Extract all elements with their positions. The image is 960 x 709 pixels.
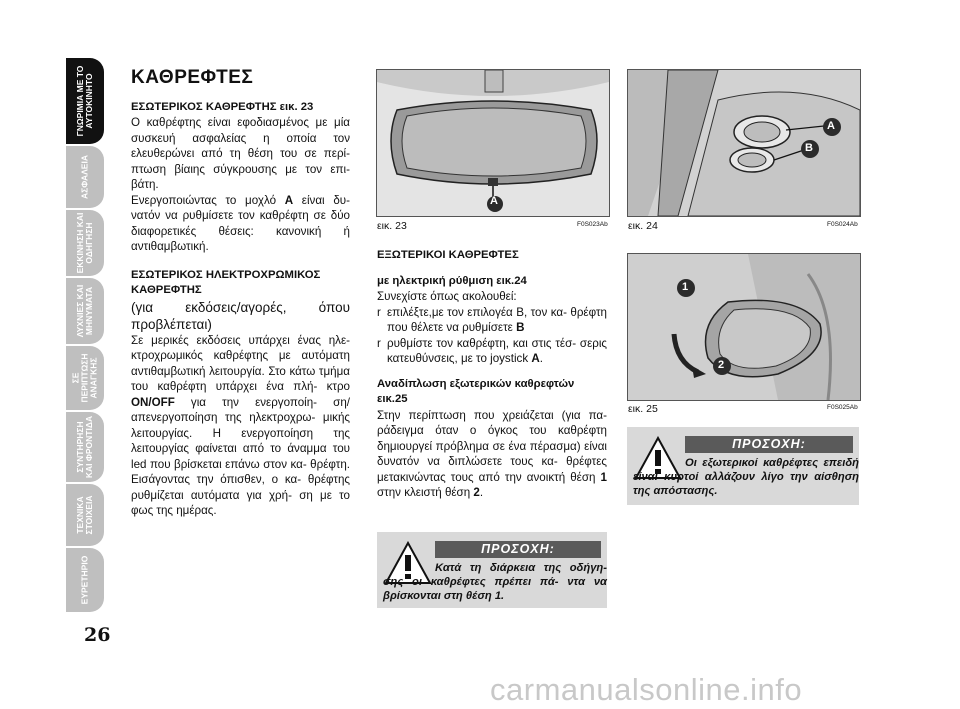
bullet-symbol: r xyxy=(377,336,381,350)
sidebar-tab-label: ΤΕΧΝΙΚΑ ΣΤΟΙΧΕΙΑ xyxy=(75,495,94,535)
sidebar-tab-label: ΣΕ ΠΕΡΙΠΤΩΣΗ ΑΝΑΓΚΗΣ xyxy=(70,353,99,403)
bold-ref: A xyxy=(284,193,294,207)
sidebar-tab-label: ΓΝΩΡΙΜΙΑ ΜΕ ΤΟ ΑΥΤΟΚΙΝΗΤΟ xyxy=(75,65,94,137)
sidebar-tab-getting-to-know[interactable] xyxy=(66,58,104,144)
interior-mirror-paragraph-2 xyxy=(131,193,350,255)
text-fragment: για την ενεργοποίη- ση/απενεργοποίηση της ηλεκτροχρω- μικής λειτουργίας. Η ενεργοποίηση της λειτουργίας φαίνεται από το άναμμα του led που βρίσκεται επάνω στον κα- θρέφτη. Εισάγοντας την όπισθεν, ο κα- θρέφτης ρυθμίζεται αυτόματα για χρή- ση με το φως της ημέρας. xyxy=(131,395,350,517)
interior-mirror-paragraph-1: Ο καθρέφτης είναι εφοδιασμένος με μία συσκευή ασφαλείας η οποία τον ελευθερώνει από τη θέση του σε περί- πτωση βίαιης σύγκρουσης με τον επι- βάτη. xyxy=(131,116,350,191)
mirror-folding-illustration xyxy=(628,254,860,400)
mirror-control-illustration xyxy=(628,70,860,216)
bold-ref: B xyxy=(516,321,525,334)
subheading-electric-adjust: με ηλεκτρική ρύθμιση εικ.24 xyxy=(377,274,527,287)
text-fragment: Στην περίπτωση που χρειάζεται (για πα- ράδειγμα όταν ο όγκος του καθρέφτη δημιουργεί πρόβλημα σε ένα πέρασμα) είναι δυνατόν να διπλώσετε τους κα- θρέφτες μετακινώντας τους από την ανοικτή θέση xyxy=(377,408,607,484)
warning-heading: ΠΡΟΣΟΧΗ: xyxy=(435,541,601,558)
warning-box-convex-mirrors xyxy=(627,427,859,505)
list-item xyxy=(377,336,607,367)
section-heading-electrochromic-line1: ΕΣΩΤΕΡΙΚΟΣ ΗΛΕΚΤΡΟΧΡΩΜΙΚΟΣ xyxy=(131,268,321,281)
sidebar-tab-safety[interactable] xyxy=(66,146,104,208)
sidebar-tab-label: ΕΥΡΕΤΗΡΙΟ xyxy=(79,555,90,605)
watermark: carmanualsonline.info xyxy=(490,672,803,707)
left-column xyxy=(131,67,350,519)
text-fragment: . xyxy=(539,352,543,365)
figure-23-caption: εικ. 23 xyxy=(377,220,407,232)
bold-ref: A xyxy=(531,352,540,365)
warning-text: Κατά τη διάρκεια της οδήγη- σης οι καθρέφτες πρέπει πά- ντα να βρίσκονται στη θέση 1. xyxy=(383,562,607,602)
sidebar-tab-starting-driving[interactable] xyxy=(66,210,104,276)
bold-ref: 1 xyxy=(600,470,607,484)
sidebar-tab-label: ΛΥΧΝΙΕΣ ΚΑΙ ΜΗΝΥΜΑΤΑ xyxy=(75,284,94,338)
middle-column xyxy=(377,248,607,501)
section-heading-electrochromic-line2: ΚΑΘΡΕΦΤΗΣ xyxy=(131,284,202,296)
sidebar-tab-technical-data[interactable] xyxy=(66,484,104,546)
sidebar-tab-maintenance[interactable] xyxy=(66,412,104,482)
text-fragment: Ενεργοποιώντας το μοχλό xyxy=(131,193,285,207)
figure-24-code: F0S024Ab xyxy=(827,221,858,228)
marker-a-label: A xyxy=(827,120,835,132)
page-number: 26 xyxy=(84,624,111,646)
warning-heading: ΠΡΟΣΟΧΗ: xyxy=(685,436,853,453)
marker-1-label: 1 xyxy=(682,281,689,293)
sidebar-tab-emergency[interactable] xyxy=(66,346,104,410)
intro-text: Συνεχίστε όπως ακολουθεί: xyxy=(377,290,517,303)
list-item-text xyxy=(387,336,607,367)
marker-b-label: B xyxy=(805,142,813,154)
electrochromic-paragraph xyxy=(131,333,350,519)
bold-ref: 2 xyxy=(473,486,480,499)
bold-ref: ON/OFF xyxy=(131,395,175,409)
text-fragment: Σε μερικές εκδόσεις υπάρχει ένας ηλε- κτροχρωμικός καθρέφτης με αυτόματη αντιθαμβωτική λειτουργία. Στο κάτω τμήμα του καθρέφτη υπάρχει ένα πλή- κτρο xyxy=(131,333,350,393)
figure-25-caption: εικ. 25 xyxy=(628,403,658,415)
page-title: ΚΑΘΡΕΦΤΕΣ xyxy=(131,67,254,88)
figure-24-mirror-controls xyxy=(627,69,861,217)
subheading-folding-line1: Αναδίπλωση εξωτερικών καθρεφτών xyxy=(377,377,575,390)
figure-23-interior-mirror xyxy=(376,69,610,217)
sidebar-tab-label: ΣΥΝΤΗΡΗΣΗ ΚΑΙ ΦΡΟΝΤΙΔΑ xyxy=(75,415,94,479)
text-fragment: στην κλειστή θέση xyxy=(377,486,474,499)
list-item-text xyxy=(387,305,607,336)
section-heading-exterior-mirrors: ΕΞΩΤΕΡΙΚΟΙ ΚΑΘΡΕΦΤΕΣ xyxy=(377,249,519,261)
sidebar-tab-label: ΑΣΦΑΛΕΙΑ xyxy=(79,155,90,199)
sidebar-tab-warning-lights[interactable] xyxy=(66,278,104,344)
figure-25-code: F0S025Ab xyxy=(827,404,858,411)
text-fragment: επιλέξτε,με τον επιλογέα B, τον κα- θρέφτη που θέλετε να ρυθμίσετε xyxy=(387,305,607,334)
folding-paragraph xyxy=(377,408,607,501)
text-fragment: . xyxy=(479,486,484,499)
marker-a-label: A xyxy=(490,195,498,207)
figure-25-mirror-folding xyxy=(627,253,861,401)
list-item xyxy=(377,305,607,336)
text-fragment: ρυθμίστε τον καθρέφτη, και στις τέσ- σερις κατευθύνσεις, με το joystick xyxy=(387,336,607,365)
text-fragment: είναι δυ- νατόν να ρυθμίσετε τον καθρέφτη σε δύο διαφορετικές θέσεις: κανονική ή αντιθαμβωτική. xyxy=(131,193,350,253)
subheading-folding-line2: εικ.25 xyxy=(377,393,408,405)
warning-text: Οι εξωτερικοί καθρέφτες επειδή είναι κυρτοί αλλάζουν λίγο την αίσθηση της απόστασης. xyxy=(633,457,859,497)
bullet-symbol: r xyxy=(377,305,381,319)
figure-24-caption: εικ. 24 xyxy=(628,220,658,232)
figure-23-code: F0S023Ab xyxy=(577,221,608,228)
section-heading-interior-mirror: ΕΣΩΤΕΡΙΚΟΣ ΚΑΘΡΕΦΤΗΣ εικ. 23 xyxy=(131,100,314,113)
sidebar-tab-index[interactable] xyxy=(66,548,104,612)
marker-2-label: 2 xyxy=(718,359,725,371)
sidebar-tab-label: ΕΚΚΙΝΗΣΗ ΚΑΙ ΟΔΗΓΗΣΗ xyxy=(75,212,94,274)
warning-box-driving xyxy=(377,532,607,608)
section-subheading-versions: (για εκδόσεις/αγορές, όπου προβλέπεται) xyxy=(131,299,350,332)
